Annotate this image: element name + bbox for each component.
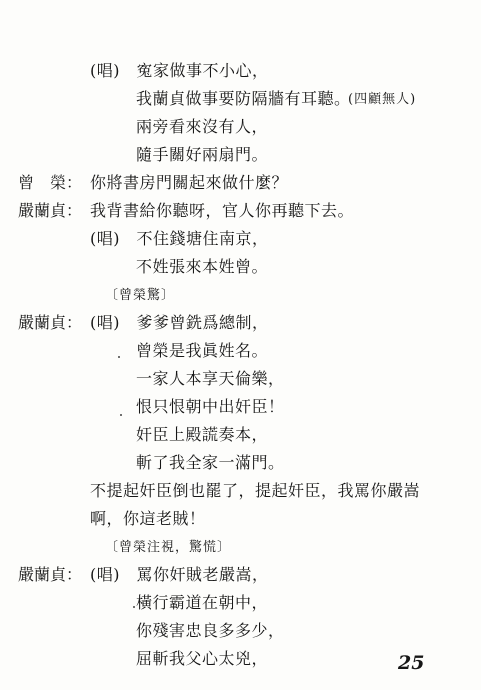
line-6: 我背書給你聽呀，官人你再聽下去。: [90, 201, 355, 220]
line-13: 奸臣上殿謊奏本，: [136, 425, 269, 444]
stage-direction-1: (四顧無人): [348, 92, 417, 107]
line-8: 不姓張來本姓曾。: [136, 257, 269, 276]
line-16: 啊，你這老賊！: [90, 509, 206, 528]
stage-direction-2: 〔曾榮驚〕: [105, 288, 176, 303]
line-19: 你殘害忠良多多少，: [136, 621, 285, 640]
line-4: 隨手關好兩扇門。: [136, 145, 269, 164]
speaker-yan-lanzhen-1: 嚴蘭貞：: [18, 201, 83, 220]
speaker-yan-lanzhen-2: 嚴蘭貞：: [18, 313, 83, 332]
line-10: 曾榮是我眞姓名。: [136, 341, 269, 360]
line-11: 一家人本享天倫樂，: [136, 369, 285, 388]
print-speck: [120, 414, 122, 416]
line-2: 我蘭貞做事要防隔牆有耳聽。: [136, 89, 351, 108]
line-15: 不提起奸臣倒也罷了，提起奸臣，我罵你嚴嵩: [90, 481, 421, 500]
line-5: 你將書房門關起來做什麼？: [90, 173, 289, 192]
page-number: 25: [398, 652, 425, 674]
line-18: 橫行霸道在朝中，: [136, 593, 269, 612]
line-17: (唱) 罵你奸賊老嚴嵩，: [90, 565, 269, 584]
stage-direction-3: 〔曾榮注視，驚慌〕: [105, 540, 232, 555]
line-14: 斬了我全家一滿門。: [136, 453, 285, 472]
line-7: (唱) 不住錢塘住南京，: [90, 229, 269, 248]
line-12: 恨只恨朝中出奸臣！: [136, 397, 285, 416]
print-speck: [118, 356, 120, 358]
line-1: (唱) 寃家做事不小心，: [90, 61, 269, 80]
line-9: (唱) 爹爹曾銑爲總制，: [90, 313, 269, 332]
line-3: 兩旁看來沒有人，: [136, 117, 269, 136]
speaker-yan-lanzhen-3: 嚴蘭貞：: [18, 565, 83, 584]
print-speck: [133, 606, 135, 608]
line-20: 屈斬我父心太兇，: [136, 649, 269, 668]
speaker-zeng-rong: 曾 榮：: [18, 173, 83, 192]
